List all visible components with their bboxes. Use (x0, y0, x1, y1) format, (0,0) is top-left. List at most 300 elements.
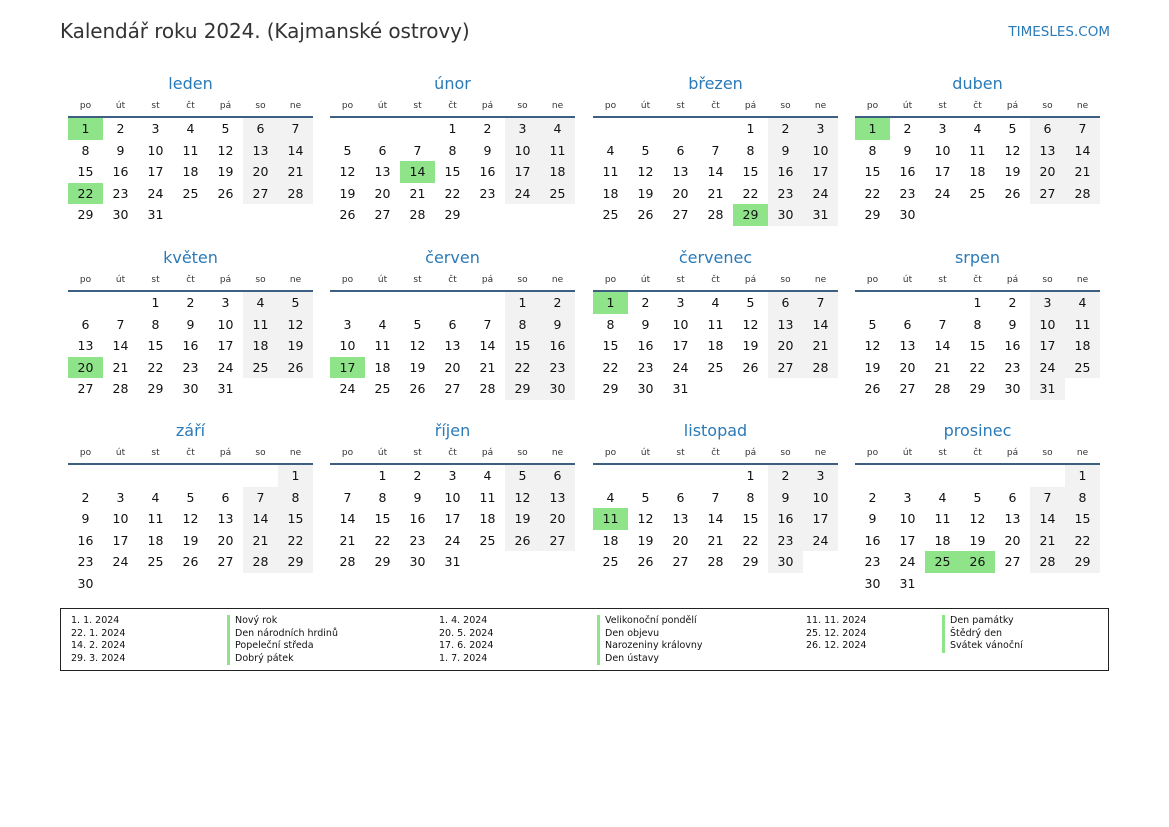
day-cell: 26 (182, 554, 199, 570)
day-cell: 27 (374, 207, 391, 223)
day-cell: 3 (938, 121, 947, 136)
month-name: červen (425, 248, 480, 267)
day-cell: 13 (1030, 140, 1065, 162)
day-cell: 22 (278, 530, 313, 552)
empty-cell (733, 378, 768, 400)
empty-cell (208, 204, 243, 226)
empty-cell (243, 204, 278, 226)
day-cell: 12 (969, 511, 986, 527)
day-cell: 24 (899, 554, 916, 570)
legend-dates-column-3 (806, 615, 866, 653)
day-cell: 12 (637, 511, 654, 527)
day-cell: 21 (934, 359, 951, 375)
weekday-label: so (255, 101, 266, 111)
day-cell: 6 (243, 118, 278, 140)
day-cell: 21 (409, 185, 426, 201)
weekday-label: so (780, 275, 791, 285)
day-cell: 27 (217, 554, 234, 570)
day-cell: 25 (374, 381, 391, 397)
day-cell: 9 (483, 142, 492, 158)
day-cell: 1 (378, 468, 387, 483)
day-cell: 28 (803, 357, 838, 379)
day-cell: 30 (768, 204, 803, 226)
weekday-label: pá (219, 275, 232, 285)
day-cell: 16 (409, 511, 426, 527)
weekday-label: pá (1006, 448, 1019, 458)
day-cell: 15 (742, 164, 759, 180)
empty-cell (330, 465, 365, 487)
day-cell: 22 (444, 185, 461, 201)
holiday-day-cell: 26 (960, 551, 995, 573)
day-cell: 10 (934, 142, 951, 158)
day-cell: 4 (606, 142, 615, 158)
empty-cell (243, 378, 278, 400)
day-cell: 19 (182, 532, 199, 548)
month-name: srpen (954, 248, 1001, 267)
holiday-day-cell: 11 (593, 508, 628, 530)
weekday-label: út (902, 275, 913, 285)
day-cell: 21 (707, 185, 724, 201)
day-cell: 27 (1030, 183, 1065, 205)
day-cell: 11 (1065, 314, 1100, 336)
month-únor (330, 73, 575, 226)
empty-cell (925, 465, 960, 487)
weekday-label: st (938, 101, 947, 111)
legend-holiday-name: Dobrý pátek (227, 653, 338, 666)
day-cell: 26 (505, 530, 540, 552)
weekday-label: ne (814, 448, 827, 458)
day-cell: 9 (903, 142, 912, 158)
weekday-label: pá (744, 101, 757, 111)
legend-date: 26. 12. 2024 (806, 640, 867, 651)
day-cell: 20 (444, 359, 461, 375)
weekday-label: pá (481, 448, 494, 458)
empty-cell (890, 465, 925, 487)
day-grid (593, 292, 838, 400)
weekday-label: čt (448, 275, 457, 285)
weekday-label: so (517, 448, 528, 458)
empty-cell (505, 551, 540, 573)
day-cell: 8 (151, 316, 160, 332)
day-cell: 13 (768, 314, 803, 336)
day-cell: 3 (116, 489, 125, 505)
weekday-label: ne (551, 101, 564, 111)
empty-cell (208, 465, 243, 487)
month-září (68, 420, 313, 595)
day-cell: 12 (864, 338, 881, 354)
day-cell: 26 (217, 185, 234, 201)
empty-cell (925, 204, 960, 226)
day-cell: 1 (151, 295, 160, 310)
day-cell: 9 (1008, 316, 1017, 332)
day-cell: 7 (1030, 487, 1065, 509)
day-cell: 24 (112, 554, 129, 570)
weekday-header (593, 96, 838, 116)
legend-date: 11. 11. 2024 (806, 615, 867, 626)
day-cell: 15 (602, 338, 619, 354)
empty-cell (243, 573, 278, 595)
empty-cell (330, 118, 365, 140)
day-cell: 10 (803, 487, 838, 509)
day-cell: 1 (505, 292, 540, 314)
day-cell: 6 (448, 316, 457, 332)
day-cell: 17 (672, 338, 689, 354)
day-cell: 9 (768, 487, 803, 509)
day-cell: 16 (182, 338, 199, 354)
day-cell: 25 (182, 185, 199, 201)
day-cell: 20 (672, 185, 689, 201)
weekday-label: út (902, 448, 913, 458)
empty-cell (400, 292, 435, 314)
day-cell: 11 (707, 316, 724, 332)
day-cell: 29 (374, 554, 391, 570)
empty-cell (278, 204, 313, 226)
weekday-label: st (413, 448, 422, 458)
day-cell: 19 (637, 532, 654, 548)
empty-cell (505, 204, 540, 226)
day-cell: 30 (864, 575, 881, 591)
day-cell: 25 (707, 359, 724, 375)
day-cell: 21 (112, 359, 129, 375)
month-name: květen (163, 248, 218, 267)
day-cell: 25 (540, 183, 575, 205)
empty-cell (1065, 378, 1100, 400)
day-cell: 4 (151, 489, 160, 505)
weekday-label: pá (481, 101, 494, 111)
legend-holiday-name: Popeleční středa (227, 640, 338, 653)
weekday-label: pá (481, 275, 494, 285)
month-name: říjen (434, 421, 471, 440)
day-cell: 23 (479, 185, 496, 201)
day-cell: 16 (768, 161, 803, 183)
day-cell: 30 (899, 207, 916, 223)
legend-date: 20. 5. 2024 (439, 627, 494, 639)
day-cell: 18 (602, 532, 619, 548)
day-grid (855, 292, 1100, 400)
empty-cell (173, 573, 208, 595)
empty-cell (855, 465, 890, 487)
day-cell: 26 (278, 357, 313, 379)
weekday-label: ne (289, 275, 302, 285)
day-cell: 9 (768, 140, 803, 162)
weekday-label: po (79, 448, 92, 458)
legend-holiday-name: Nový rok (227, 615, 338, 628)
weekday-header (855, 96, 1100, 116)
day-grid (68, 118, 313, 226)
day-cell: 22 (602, 359, 619, 375)
day-cell: 15 (444, 164, 461, 180)
day-cell: 3 (803, 118, 838, 140)
day-cell: 5 (278, 292, 313, 314)
holiday-day-cell: 20 (68, 357, 103, 379)
day-cell: 4 (711, 295, 720, 310)
day-cell: 19 (505, 508, 540, 530)
weekday-label: ne (1076, 101, 1089, 111)
day-cell: 9 (186, 316, 195, 332)
day-cell: 27 (672, 554, 689, 570)
day-cell: 28 (479, 381, 496, 397)
day-cell: 13 (243, 140, 278, 162)
day-cell: 5 (641, 489, 650, 505)
day-cell: 20 (899, 359, 916, 375)
day-cell: 3 (343, 316, 352, 332)
weekday-header (68, 443, 313, 463)
day-cell: 26 (339, 207, 356, 223)
holiday-day-cell: 1 (593, 292, 628, 314)
day-cell: 5 (973, 489, 982, 505)
day-cell: 11 (182, 142, 199, 158)
day-cell: 28 (409, 207, 426, 223)
weekday-label: st (676, 101, 685, 111)
day-cell: 19 (864, 359, 881, 375)
legend-holiday-name: Den ústavy (597, 653, 703, 666)
day-cell: 30 (768, 551, 803, 573)
day-cell: 24 (803, 530, 838, 552)
weekday-label: pá (1006, 101, 1019, 111)
month-červenec (593, 247, 838, 400)
holiday-day-cell: 29 (733, 204, 768, 226)
day-cell: 28 (707, 207, 724, 223)
day-cell: 29 (742, 554, 759, 570)
day-cell: 16 (112, 164, 129, 180)
day-cell: 23 (182, 359, 199, 375)
weekday-label: st (676, 448, 685, 458)
weekday-label: so (1042, 448, 1053, 458)
day-cell: 14 (707, 511, 724, 527)
day-grid (855, 118, 1100, 226)
weekday-label: pá (1006, 275, 1019, 285)
day-cell: 1 (746, 121, 755, 136)
day-cell: 12 (278, 314, 313, 336)
day-cell: 10 (672, 316, 689, 332)
day-cell: 8 (868, 142, 877, 158)
day-cell: 14 (1030, 508, 1065, 530)
day-cell: 13 (672, 511, 689, 527)
day-cell: 23 (637, 359, 654, 375)
day-cell: 7 (711, 142, 720, 158)
empty-cell (925, 573, 960, 595)
day-cell: 10 (1030, 314, 1065, 336)
site-link[interactable]: TIMESLES.COM (1008, 24, 1110, 40)
day-cell: 11 (934, 511, 951, 527)
weekday-label: út (115, 101, 126, 111)
day-cell: 26 (864, 381, 881, 397)
day-cell: 16 (637, 338, 654, 354)
day-grid (68, 465, 313, 595)
weekday-label: čt (973, 101, 982, 111)
empty-cell (103, 465, 138, 487)
empty-cell (470, 204, 505, 226)
day-cell: 12 (742, 316, 759, 332)
day-cell: 4 (938, 489, 947, 505)
day-cell: 22 (1065, 530, 1100, 552)
day-cell: 9 (116, 142, 125, 158)
empty-cell (540, 551, 575, 573)
empty-cell (663, 465, 698, 487)
empty-cell (855, 292, 890, 314)
day-cell: 25 (1065, 357, 1100, 379)
weekday-label: po (604, 448, 617, 458)
day-cell: 10 (505, 140, 540, 162)
day-cell: 13 (899, 338, 916, 354)
day-cell: 26 (637, 554, 654, 570)
day-cell: 19 (409, 359, 426, 375)
empty-cell (278, 378, 313, 400)
day-cell: 6 (221, 489, 230, 505)
day-cell: 7 (343, 489, 352, 505)
weekday-header (330, 270, 575, 290)
day-cell: 6 (676, 489, 685, 505)
day-cell: 19 (637, 185, 654, 201)
day-cell: 6 (768, 292, 803, 314)
holiday-legend (60, 608, 1109, 671)
day-cell: 15 (374, 511, 391, 527)
day-cell: 1 (746, 468, 755, 483)
day-cell: 15 (1065, 508, 1100, 530)
day-cell: 9 (81, 511, 90, 527)
day-cell: 10 (339, 338, 356, 354)
weekday-label: čt (973, 275, 982, 285)
day-cell: 20 (672, 532, 689, 548)
day-cell: 2 (413, 468, 422, 483)
weekday-label: čt (711, 448, 720, 458)
day-cell: 1 (973, 295, 982, 310)
day-cell: 23 (540, 357, 575, 379)
empty-cell (208, 573, 243, 595)
weekday-label: čt (711, 101, 720, 111)
day-cell: 1 (1065, 465, 1100, 487)
weekday-label: čt (973, 448, 982, 458)
empty-cell (365, 118, 400, 140)
day-cell: 7 (803, 292, 838, 314)
day-cell: 24 (339, 381, 356, 397)
weekday-label: po (79, 101, 92, 111)
day-cell: 31 (803, 204, 838, 226)
day-cell: 22 (864, 185, 881, 201)
day-cell: 16 (479, 164, 496, 180)
day-cell: 18 (707, 338, 724, 354)
day-cell: 21 (339, 532, 356, 548)
weekday-label: so (517, 275, 528, 285)
day-cell: 17 (1030, 335, 1065, 357)
legend-date: 25. 12. 2024 (806, 627, 867, 639)
day-cell: 4 (483, 468, 492, 483)
month-name: duben (952, 74, 1003, 93)
day-cell: 22 (505, 357, 540, 379)
day-cell: 7 (938, 316, 947, 332)
day-cell: 11 (969, 142, 986, 158)
day-cell: 10 (112, 511, 129, 527)
month-srpen (855, 247, 1100, 400)
day-cell: 10 (899, 511, 916, 527)
month-květen (68, 247, 313, 400)
day-cell: 10 (803, 140, 838, 162)
day-cell: 4 (186, 121, 195, 136)
empty-cell (243, 465, 278, 487)
weekday-label: čt (448, 448, 457, 458)
day-cell: 20 (540, 508, 575, 530)
day-cell: 3 (676, 295, 685, 310)
empty-cell (995, 204, 1030, 226)
day-cell: 25 (602, 554, 619, 570)
day-cell: 3 (803, 465, 838, 487)
day-cell: 18 (934, 532, 951, 548)
day-cell: 22 (742, 185, 759, 201)
day-cell: 7 (116, 316, 125, 332)
day-cell: 3 (448, 468, 457, 483)
day-cell: 4 (378, 316, 387, 332)
day-cell: 23 (1004, 359, 1021, 375)
day-cell: 5 (413, 316, 422, 332)
empty-cell (138, 465, 173, 487)
legend-names-column-3 (942, 615, 1023, 653)
day-cell: 24 (147, 185, 164, 201)
day-cell: 11 (374, 338, 391, 354)
day-cell: 12 (409, 338, 426, 354)
weekday-label: út (640, 101, 651, 111)
day-cell: 31 (147, 207, 164, 223)
weekday-label: po (866, 275, 879, 285)
day-cell: 24 (505, 183, 540, 205)
day-cell: 19 (742, 338, 759, 354)
day-cell: 3 (903, 489, 912, 505)
day-cell: 28 (243, 551, 278, 573)
weekday-header (330, 96, 575, 116)
day-cell: 7 (243, 487, 278, 509)
day-cell: 17 (217, 338, 234, 354)
legend-dates-column-1 (71, 615, 125, 665)
empty-cell (698, 118, 733, 140)
day-cell: 15 (77, 164, 94, 180)
day-cell: 18 (540, 161, 575, 183)
legend-holiday-name: Svátek vánoční (942, 640, 1023, 653)
weekday-label: ne (289, 101, 302, 111)
holiday-day-cell: 14 (400, 161, 435, 183)
day-cell: 14 (243, 508, 278, 530)
weekday-label: so (1042, 275, 1053, 285)
month-březen (593, 73, 838, 226)
empty-cell (960, 573, 995, 595)
empty-cell (103, 573, 138, 595)
legend-date: 29. 3. 2024 (71, 652, 126, 664)
day-cell: 11 (602, 164, 619, 180)
empty-cell (698, 465, 733, 487)
day-cell: 31 (672, 381, 689, 397)
day-grid (593, 465, 838, 573)
empty-cell (103, 292, 138, 314)
day-cell: 30 (409, 554, 426, 570)
day-cell: 31 (899, 575, 916, 591)
month-name: únor (434, 74, 471, 93)
day-cell: 21 (1065, 161, 1100, 183)
day-cell: 29 (505, 378, 540, 400)
day-cell: 3 (221, 295, 230, 310)
month-duben (855, 73, 1100, 226)
day-cell: 15 (742, 511, 759, 527)
weekday-header (330, 443, 575, 463)
day-cell: 3 (1030, 292, 1065, 314)
day-grid (330, 465, 575, 573)
day-cell: 13 (672, 164, 689, 180)
day-cell: 13 (1004, 511, 1021, 527)
empty-cell (470, 551, 505, 573)
weekday-label: st (151, 275, 160, 285)
weekday-label: po (866, 101, 879, 111)
weekday-label: st (151, 101, 160, 111)
day-cell: 13 (444, 338, 461, 354)
day-cell: 8 (81, 142, 90, 158)
day-cell: 5 (505, 465, 540, 487)
